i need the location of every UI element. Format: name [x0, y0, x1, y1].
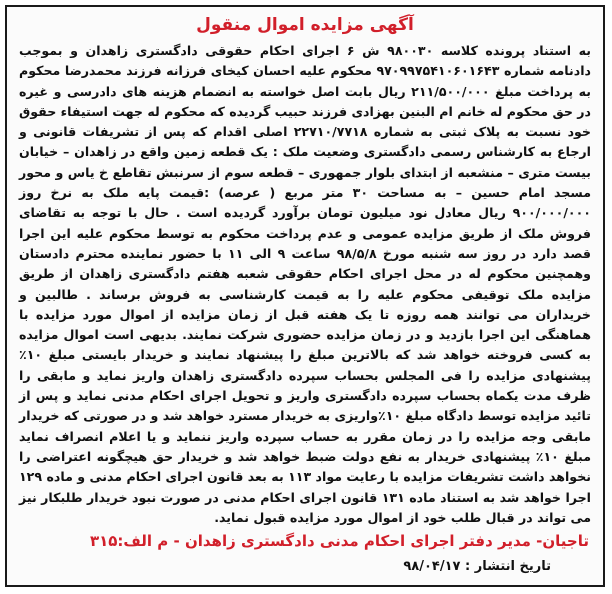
notice-frame	[5, 5, 605, 587]
notice-body: به استناد پرونده کلاسه ۹۸۰۰۳۰ ش ۶ اجرای احکام حقوقی دادگستری زاهدان و بموجب دادنامه شماره ۹۷۰۹۹۷۵۴۱۰۶۰۱۶۴۳ محکوم علیه احسان کیخای فرزانه فرزند محمدرضا محکوم به پرداخت مبلغ ۲۱۱/۵۰۰/۰۰۰ ریال بابت اصل خواسته به انضمام هزینه های دادرسی و غیره در حق محکوم له خانم ام البنین بهزادی فرزند حبیب گردیده که محکوم له جهت استیفاء حقوق خود نسبت به پلاک ثبتی به شماره ۲۲۷۱۰/۷۷۱۸ اصلی اقدام که پس از تشریفات قانونی و ارجاع به کارشناس رسمی دادگستری وضعیت ملک : یک قطعه زمین واقع در زاهدان – خیابان بیست متری – منشعبه از ابتدای بلوار جمهوری – قطعه سوم از سرنبش تقاطع خ یاس و محور مسجد امام حسین – به مساحت ۳۰ متر مربع ( عرصه) :قیمت پایه ملک به نرخ روز ۹۰۰/۰۰۰/۰۰۰ ریال معادل نود میلیون تومان برآورد گردیده است . حال با توجه به تقاضای فروش ملک از طریق مزایده عمومی و عدم پرداخت محکوم به توسط محکوم علیه این اجرا قصد دارد در روز سه شنبه مورخ ۹۸/۵/۸ ساعت ۹ الی ۱۱ با حضور نماینده محترم دادستان وهمچنین محکوم له در محل اجرای احکام حقوقی شعبه هفتم دادگستری زاهدان از طریق مزایده ملک توقیفی محکوم علیه را به قیمت کارشناسی به فروش برساند . طالبین و خریداران می توانند همه روزه تا یک هفته قبل از زمان مزایده از اموال مورد مزایده با هماهنگی این اجرا بازدید و در زمان مزایده حضوری شرکت نمایند. بدیهی است اموال مزایده به کسی فروخته خواهد شد که بالاترین مبلغ را پیشنهاد نمایند و خریدار بایستی مبلغ ۱۰٪ پیشنهادی مزایده را فی المجلس بحساب سپرده دادگستری زاهدان واریز نماید و مابقی را ظرف مدت یکماه بحساب سپرده دادگستری واریز و تحویل اجرای احکام مدنی نماید و پس از تائید مزایده توسط دادگاه مبلغ ۱۰٪واریزی به خریدار مسترد خواهد شد و در صورتی که خریدار مابقی وجه مزایده را در زمان مقرر به حساب سپرده واریز ننماید و یا اعلام انصراف نماید مبلغ ۱۰٪ پیشنهادی خریدار به نفع دولت ضبط خواهد شد و خریدار حق هیچگونه اعتراضی را نخواهد داشت تشریفات مزایده با رعایت مواد ۱۱۳ به بعد قانون اجرای احکام مدنی و ماده ۱۲۹ اجرا خواهد شد به استناد ماده ۱۳۱ قانون اجرای احکام مدنی در صورت نبود خریدار طلبکار نیز می تواند در قبال طلب خود از اموال مورد مزایده قبول نماید.	[19, 43, 591, 525]
notice-title: آگهی مزایده اموال منقول	[196, 15, 414, 35]
publish-date: تاریخ انتشار : ۹۸/۰۴/۱۷	[403, 559, 551, 574]
signature-line: تاجیان- مدیر دفتر اجرای احکام مدنی دادگستری زاهدان - م الف:۳۱۵	[89, 532, 589, 550]
